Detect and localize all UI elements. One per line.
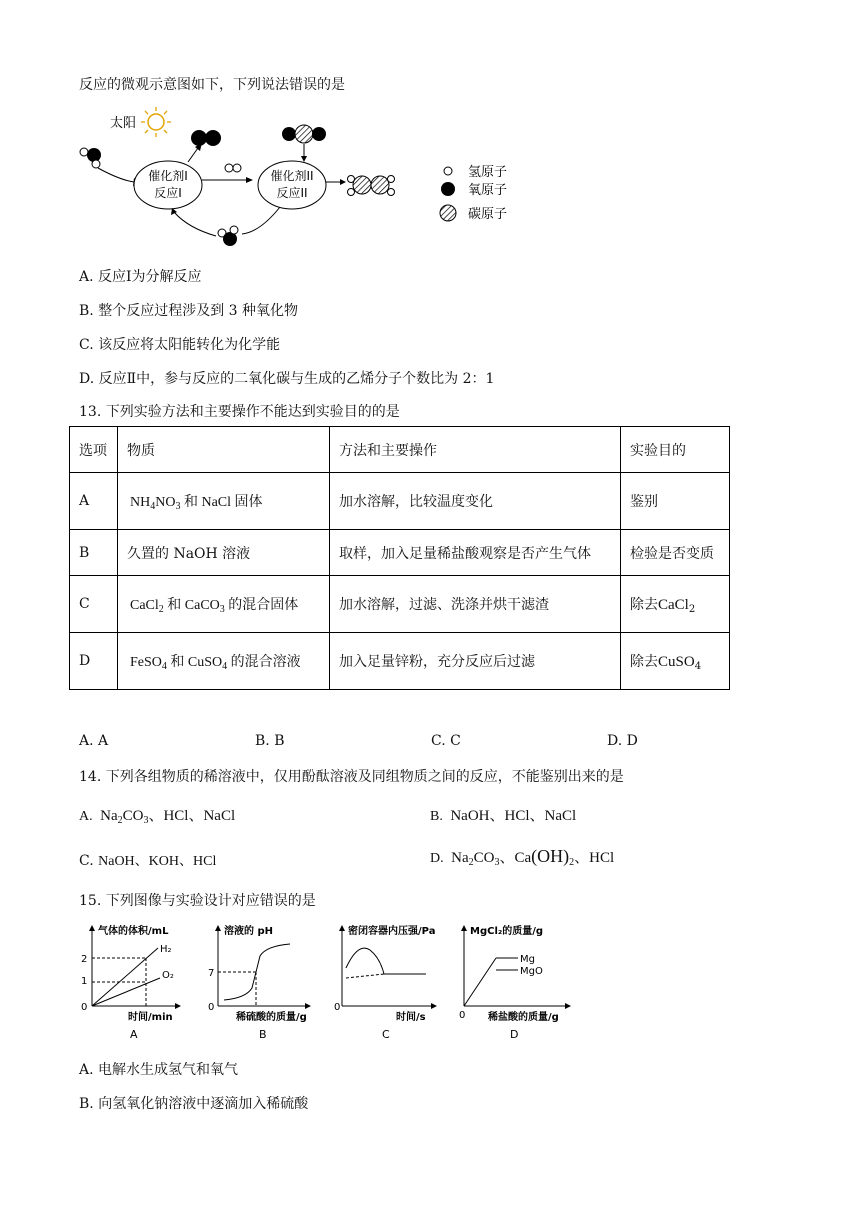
svg-text:催化剂II: 催化剂II [270,169,314,183]
svg-text:稀盐酸的质量/g: 稀盐酸的质量/g [488,1012,559,1023]
svg-text:2: 2 [81,954,88,965]
q14-option-b: B. NaOH、HCl、NaCl [430,808,577,824]
q12-option-d: D. 反应Ⅱ中，参与反应的二氧化碳与生成的乙烯分子个数比为 2：1 [79,371,495,387]
svg-text:稀硫酸的质量/g: 稀硫酸的质量/g [236,1012,307,1023]
q15-stem: 15. 下列图像与实验设计对应错误的是 [79,893,316,909]
svg-text:密闭容器内压强/Pa: 密闭容器内压强/Pa [348,926,436,937]
svg-text:7: 7 [208,968,215,979]
carbon-dioxide-molecule-icon [282,125,326,143]
table-header-row: 选项 物质 方法和主要操作 实验目的 [70,427,730,473]
svg-text:反应II: 反应II [276,186,308,200]
svg-text:0: 0 [334,1002,341,1013]
svg-text:碳原子: 碳原子 [468,207,508,222]
graph-b [208,924,308,1041]
svg-text:0: 0 [208,1002,215,1013]
table-row: A $NH_4NO_3$ 和 NaCl 固体 加水溶解，比较温度变化 鉴别 [70,473,730,530]
q12-reaction-diagram [70,100,550,260]
svg-text:时间/s: 时间/s [396,1012,426,1023]
svg-text:MgO: MgO [520,966,543,977]
water-molecule-icon [80,148,101,168]
svg-text:溶液的 pH: 溶液的 pH [224,926,274,937]
svg-text:氢原子: 氢原子 [468,165,508,180]
q14-stem: 14. 下列各组物质的稀溶液中，仅用酚酞溶液及同组物质之间的反应，不能鉴别出来的是 [79,769,624,785]
q14-option-c: C. NaOH、KOH、HCl [79,853,217,869]
svg-text:时间/min: 时间/min [128,1012,173,1023]
graph-d [459,924,568,1041]
q13-option-c: C. C [431,733,461,749]
table-row: B 久置的 NaOH 溶液 取样，加入足量稀盐酸观察是否产生气体 检验是否变质 [70,530,730,576]
svg-text:B: B [259,1028,267,1041]
svg-text:氧原子: 氧原子 [468,183,508,198]
q13-option-d: D. D [607,733,638,749]
q15-graphs [78,922,598,1044]
table-row: C CaCl$_2$ 和 CaCO$_3$ 的混合固体 加水溶解，过滤、洗涤并烘干滤渣 除去CaCl$_2$ [70,576,730,633]
svg-text:气体的体积/mL: 气体的体积/mL [98,926,169,937]
svg-text:H₂: H₂ [160,944,172,955]
svg-text:MgCl₂的质量/g: MgCl₂的质量/g [470,926,544,937]
graph-c [334,924,435,1041]
sun-label: 太阳 [110,116,137,131]
svg-text:O₂: O₂ [162,970,174,981]
pressure-curve [346,948,426,974]
q13-option-b: B. B [255,733,285,749]
q14-option-a: A. $Na_2CO_3$、HCl、NaCl [79,808,236,826]
q12-option-b: B. 整个反应过程涉及到 3 种氧化物 [79,303,298,319]
svg-text:催化剂I: 催化剂I [148,169,188,183]
oxygen-molecule-icon [191,130,221,146]
svg-text:C: C [382,1028,390,1041]
hydrogen-molecule-icon [225,164,241,172]
q13-option-a: A. A [79,733,109,749]
q12-stem: 反应的微观示意图如下，下列说法错误的是 [79,77,345,93]
q14-option-d: D. $Na_2CO_3$、$Ca(OH)_2$、HCl [430,846,615,868]
svg-text:1: 1 [81,976,88,987]
q13-stem: 13. 下列实验方法和主要操作不能达到实验目的的是 [79,404,400,420]
water-molecule-bottom-icon [218,226,238,246]
ethylene-molecule-icon [348,176,395,196]
q12-option-c: C. 该反应将太阳能转化为化学能 [79,337,281,353]
series-h2-line [92,948,158,1006]
svg-text:0: 0 [81,1002,88,1013]
graph-a [81,924,178,1041]
q15-option-b: B. 向氢氧化钠溶液中逐滴加入稀硫酸 [79,1096,309,1112]
table-row: D FeSO$_4$ 和 CuSO$_4$ 的混合溶液 加入足量锌粉，充分反应后过滤 除去CuSO$_4$ [70,633,730,690]
sun-icon [141,107,171,137]
q13-table [69,426,730,690]
q15-option-a: A. 电解水生成氢气和氧气 [79,1062,239,1078]
diagram-legend [440,165,507,222]
svg-text:反应I: 反应I [154,186,182,200]
svg-text:Mg: Mg [520,954,535,965]
svg-text:0: 0 [459,1010,466,1021]
svg-text:D: D [510,1028,519,1041]
svg-text:A: A [130,1028,138,1041]
q12-option-a: A. 反应Ⅰ为分解反应 [79,269,202,285]
